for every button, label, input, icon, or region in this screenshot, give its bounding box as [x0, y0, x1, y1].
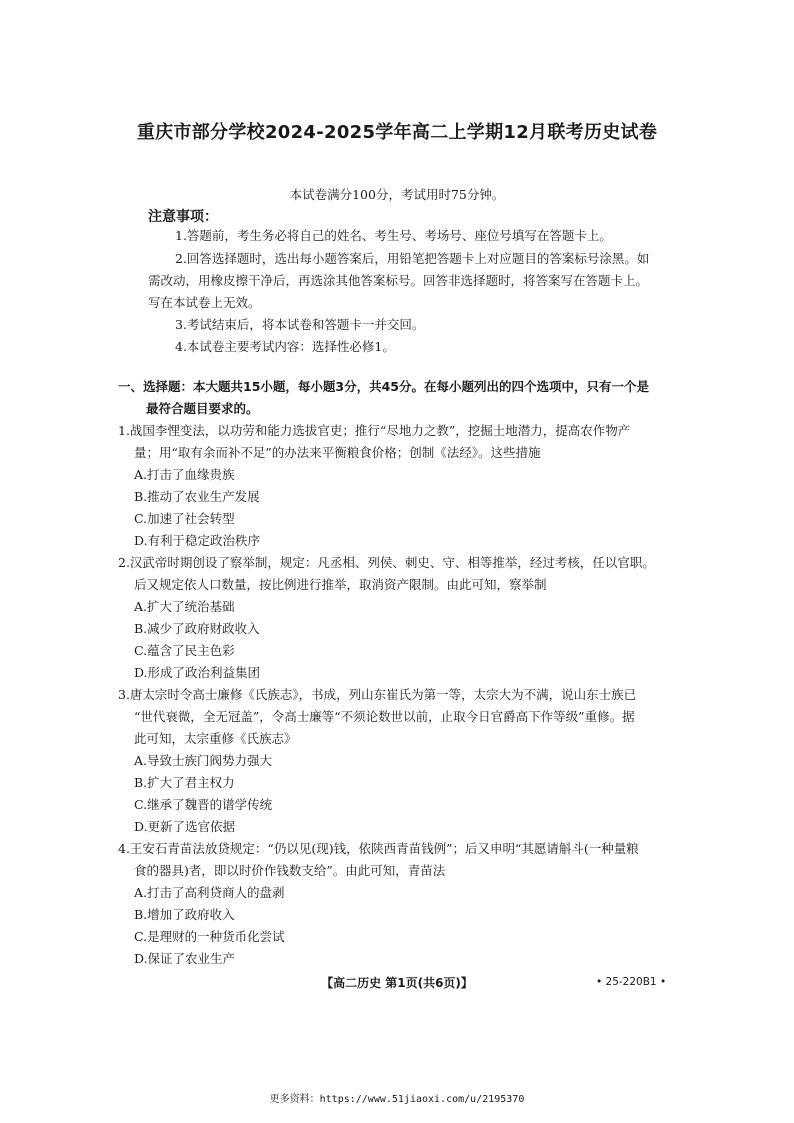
question-stem: 此可知，太宗重修《氏族志》: [134, 731, 297, 746]
question-stem: “世代衰微，全无冠盖”，令高士廉等“不须论数世以前，止取今日官爵高下作等级”重修。据: [134, 709, 635, 724]
resource-link[interactable]: 更多资料：https://www.51jiaoxi.com/u/2195370: [269, 1094, 525, 1105]
question-stem: 4.王安石青苗法放贷规定：“仍以见(现)钱，依陕西青苗钱例”；后又申明“其愿请斛斗(一种量粮: [118, 841, 639, 856]
question-stem: 2.汉武帝时期创设了察举制，规定：凡丞相、列侯、刺史、守、相等推举，经过考核，任以官职。: [118, 555, 655, 570]
option-a: A.打击了高利贷商人的盘剥: [134, 885, 285, 900]
option-b: B.减少了政府财政收入: [134, 621, 260, 636]
section-heading: 一、选择题：本大题共15小题，每小题3分，共45分。在每小题列出的四个选项中，只有一个是: [118, 379, 649, 394]
option-d: D.有利于稳定政治秩序: [134, 533, 261, 548]
option-a: A.扩大了统治基础: [134, 599, 235, 614]
page-title: 重庆市部分学校2024-2025学年高二上学期12月联考历史试卷: [136, 122, 658, 143]
note-line: 1.答题前，考生务必将自己的姓名、考生号、考场号、座位号填写在答题卡上。: [175, 228, 612, 243]
option-b: B.推动了农业生产发展: [134, 489, 260, 504]
option-d: D.形成了政治利益集团: [134, 665, 261, 680]
page-footer: 【高二历史 第1页(共6页)】: [321, 976, 473, 990]
option-a: A.导致士族门阀势力强大: [134, 753, 273, 768]
note-line: 需改动，用橡皮擦干净后，再选涂其他答案标号。回答非选择题时，将答案写在答题卡上。: [148, 273, 649, 288]
option-b: B.增加了政府收入: [134, 907, 235, 922]
note-line: 写在本试卷上无效。: [148, 295, 261, 310]
option-c: C.蕴含了民主色彩: [134, 643, 235, 658]
question-stem: 后又规定依人口数量，按比例进行推举，取消资产限制。由此可知，察举制: [134, 577, 547, 592]
option-d: D.保证了农业生产: [134, 951, 236, 966]
section-heading-cont: 最符合题目要求的。: [146, 401, 259, 416]
question-stem: 食的器具)者，即以时价作钱数支给”。由此可知，青苗法: [134, 863, 446, 878]
exam-info: 本试卷满分100分，考试用时75分钟。: [289, 187, 505, 202]
option-c: C.是理财的一种货币化尝试: [134, 929, 285, 944]
notes-heading: 注意事项：: [148, 209, 218, 225]
option-c: C.加速了社会转型: [134, 511, 235, 526]
paper-code: • 25-220B1 •: [596, 976, 667, 988]
note-line: 2.回答选择题时，选出每小题答案后，用铅笔把答题卡上对应题目的答案标号涂黑。如: [175, 251, 650, 266]
option-c: C.继承了魏晋的谱学传统: [134, 797, 273, 812]
option-a: A.打击了血缘贵族: [134, 467, 235, 482]
note-line: 4.本试卷主要考试内容：选择性必修1。: [175, 339, 395, 354]
note-line: 3.考试结束后，将本试卷和答题卡一并交回。: [175, 317, 425, 332]
question-stem: 量；用“取有余而补不足”的办法来平衡粮食价格；创制《法经》。这些措施: [134, 445, 541, 460]
question-stem: 1.战国李悝变法，以功劳和能力选拔官吏；推行“尽地力之教”，挖掘土地潜力，提高农作物产: [118, 423, 631, 438]
question-stem: 3.唐太宗时令高士廉修《氏族志》，书成，列山东崔氏为第一等，太宗大为不满，说山东士族已: [118, 687, 637, 702]
option-b: B.扩大了君主权力: [134, 775, 235, 790]
option-d: D.更新了选官依据: [134, 819, 236, 834]
